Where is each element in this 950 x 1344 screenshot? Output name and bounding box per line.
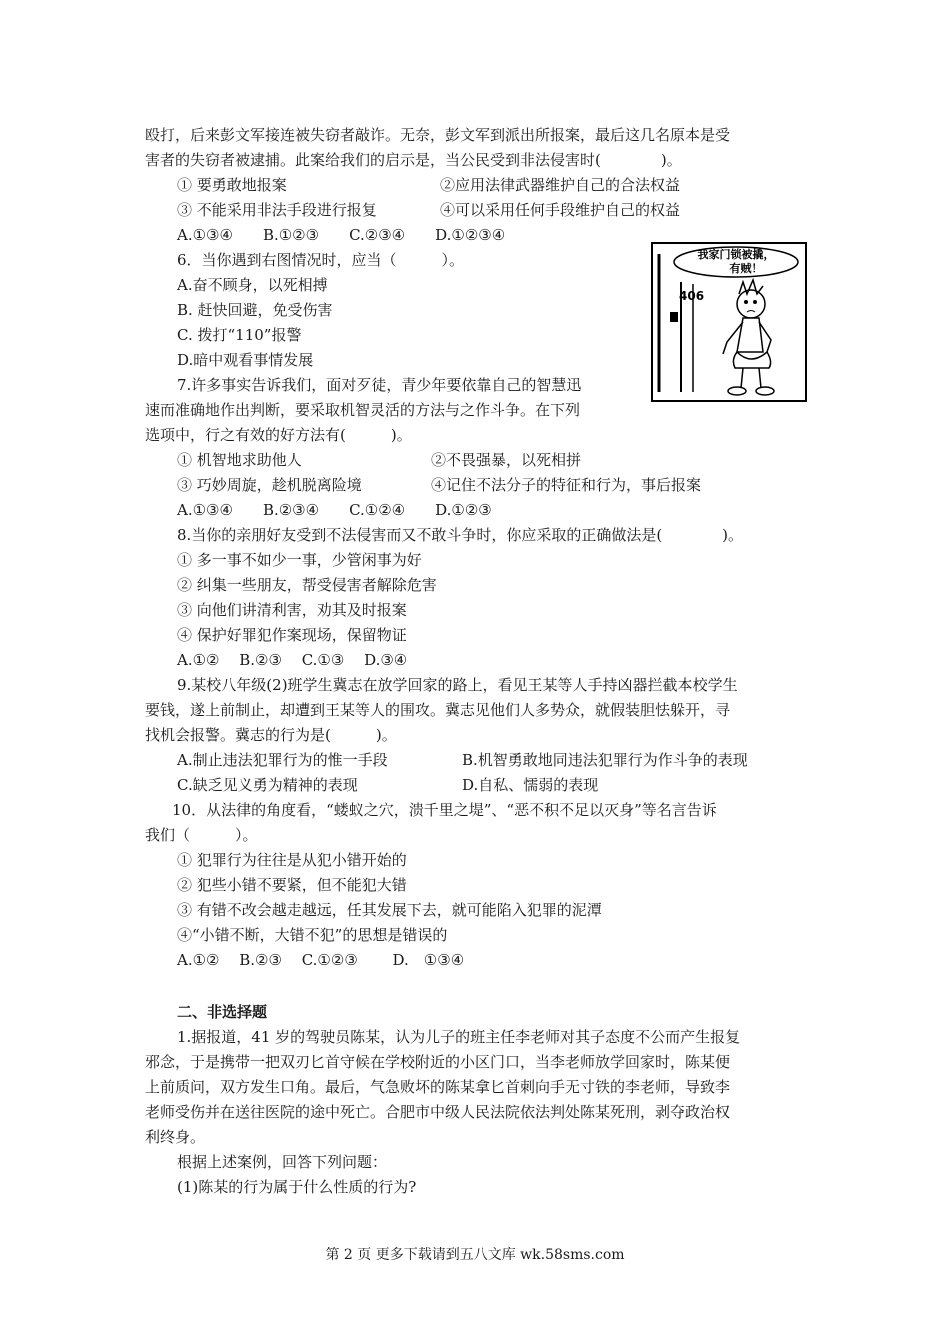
q8-option-4: ④ 保护好罪犯作案现场，保留物证 bbox=[177, 626, 407, 644]
q10-text-line-1: 10．从法律的角度看，“蝼蚁之穴，溃千里之堤”、“恶不积不足以灭身”等名言告诉 bbox=[172, 801, 717, 819]
cartoon-door-number: 406 bbox=[679, 289, 705, 303]
q9-choice-c: C.缺乏见义勇为精神的表现 bbox=[177, 776, 358, 794]
q10-option-4: ④“小错不断，大错不犯”的思想是错误的 bbox=[177, 926, 448, 944]
q7-option-1: ① 机智地求助他人 bbox=[177, 451, 302, 469]
q6-stem: 6．当你遇到右图情况时，应当（ ）。 bbox=[177, 251, 465, 269]
section-heading: 二、非选择题 bbox=[177, 1003, 268, 1021]
q7-option-2: ②不畏强暴，以死相拼 bbox=[431, 451, 582, 469]
burglary-cartoon-illustration bbox=[651, 242, 807, 402]
q6-choice-d: D.暗中观看事情发展 bbox=[177, 351, 314, 369]
q7-text-line-2: 速而准确地作出判断，要采取机智灵活的方法与之作斗争。在下列 bbox=[145, 401, 581, 419]
cartoon-speech-line-2: 有贼！ bbox=[729, 262, 763, 275]
q6-choice-c: C. 拨打“110”报警 bbox=[177, 326, 302, 344]
q5-text-line-2: 害者的失窃者被逮捕。此案给我们的启示是，当公民受到非法侵害时( )。 bbox=[145, 151, 682, 169]
q10-option-2: ② 犯些小错不要紧，但不能犯大错 bbox=[177, 876, 407, 894]
q6-choice-b: B. 赶快回避，免受伤害 bbox=[177, 301, 333, 319]
q5-text-line-1: 殴打，后来彭文军接连被失窃者敲诈。无奈，彭文军到派出所报案，最后这几名原本是受 bbox=[145, 126, 731, 144]
case-paragraph-line-2: 邪念，于是携带一把双刃匕首守候在学校附近的小区门口，当李老师放学回家时，陈某便 bbox=[145, 1053, 731, 1071]
q5-option-2: ②应用法律武器维护自己的合法权益 bbox=[440, 176, 681, 194]
q5-answer-choices: A.①③④ B.①②③ C.②③④ D.①②③④ bbox=[177, 226, 506, 244]
cartoon-speech-line-1: 我家门锁被撬， bbox=[697, 248, 775, 261]
q5-option-4: ④可以采用任何手段维护自己的权益 bbox=[440, 201, 681, 219]
q9-text-line-3: 找机会报警。冀志的行为是( )。 bbox=[145, 726, 397, 744]
q10-option-1: ① 犯罪行为往往是从犯小错开始的 bbox=[177, 851, 407, 869]
q10-answer-choices: A.①② B.②③ C.①②③ D. ①③④ bbox=[177, 951, 465, 969]
q7-text-line-3: 选项中，行之有效的好方法有( )。 bbox=[145, 426, 412, 444]
page-footer: 第 2 页 更多下载请到五八文库 wk.58sms.com bbox=[325, 1247, 625, 1263]
q8-option-2: ② 纠集一些朋友，帮受侵害者解除危害 bbox=[177, 576, 437, 594]
question-prompt: 根据上述案例，回答下列问题： bbox=[177, 1153, 388, 1171]
q5-option-1: ① 要勇敢地报案 bbox=[177, 176, 287, 194]
q7-option-3: ③ 巧妙周旋，趁机脱离险境 bbox=[177, 476, 362, 494]
q9-choice-b: B.机智勇敢地同违法犯罪行为作斗争的表现 bbox=[462, 751, 748, 769]
case-paragraph-line-3: 上前质问，双方发生口角。最后，气急败坏的陈某拿匕首刺向手无寸铁的李老师，导致李 bbox=[145, 1078, 731, 1096]
q10-option-3: ③ 有错不改会越走越远，任其发展下去，就可能陷入犯罪的泥潭 bbox=[177, 901, 602, 919]
q5-option-3: ③ 不能采用非法手段进行报复 bbox=[177, 201, 377, 219]
q9-text-line-2: 要钱，遂上前制止，却遭到王某等人的围攻。冀志见他们人多势众，就假装胆怯躲开，寻 bbox=[145, 701, 731, 719]
q9-text-line-1: 9.某校八年级(2)班学生冀志在放学回家的路上，看见王某等人手持凶器拦截本校学生 bbox=[177, 676, 738, 694]
q7-text-line-1: 7.许多事实告诉我们，面对歹徒，青少年要依靠自己的智慧迅 bbox=[177, 376, 582, 394]
q9-choice-a: A.制止违法犯罪行为的惟一手段 bbox=[177, 751, 388, 769]
q6-choice-a: A.奋不顾身，以死相搏 bbox=[177, 276, 328, 294]
case-paragraph-line-1: 1.据报道，41 岁的驾驶员陈某，认为儿子的班主任李老师对其子态度不公而产生报复 bbox=[177, 1028, 741, 1046]
q8-stem: 8.当你的亲朋好友受到不法侵害而又不敢斗争时，你应采取的正确做法是( )。 bbox=[177, 526, 744, 544]
q8-option-3: ③ 向他们讲清利害，劝其及时报案 bbox=[177, 601, 407, 619]
q9-choice-d: D.自私、懦弱的表现 bbox=[462, 776, 599, 794]
case-paragraph-line-4: 老师受伤并在送往医院的途中死亡。合肥市中级人民法院依法判处陈某死刑，剥夺政治权 bbox=[145, 1103, 731, 1121]
q8-answer-choices: A.①② B.②③ C.①③ D.③④ bbox=[177, 651, 408, 669]
q10-text-line-2: 我们（ ）。 bbox=[145, 826, 258, 844]
q8-option-1: ① 多一事不如少一事，少管闲事为好 bbox=[177, 551, 422, 569]
q7-option-4: ④记住不法分子的特征和行为，事后报案 bbox=[431, 476, 702, 494]
q7-answer-choices: A.①③④ B.②③④ C.①②④ D.①②③ bbox=[177, 501, 492, 519]
sub-question-1: (1)陈某的行为属于什么性质的行为? bbox=[177, 1178, 417, 1196]
case-paragraph-line-5: 利终身。 bbox=[145, 1128, 206, 1146]
